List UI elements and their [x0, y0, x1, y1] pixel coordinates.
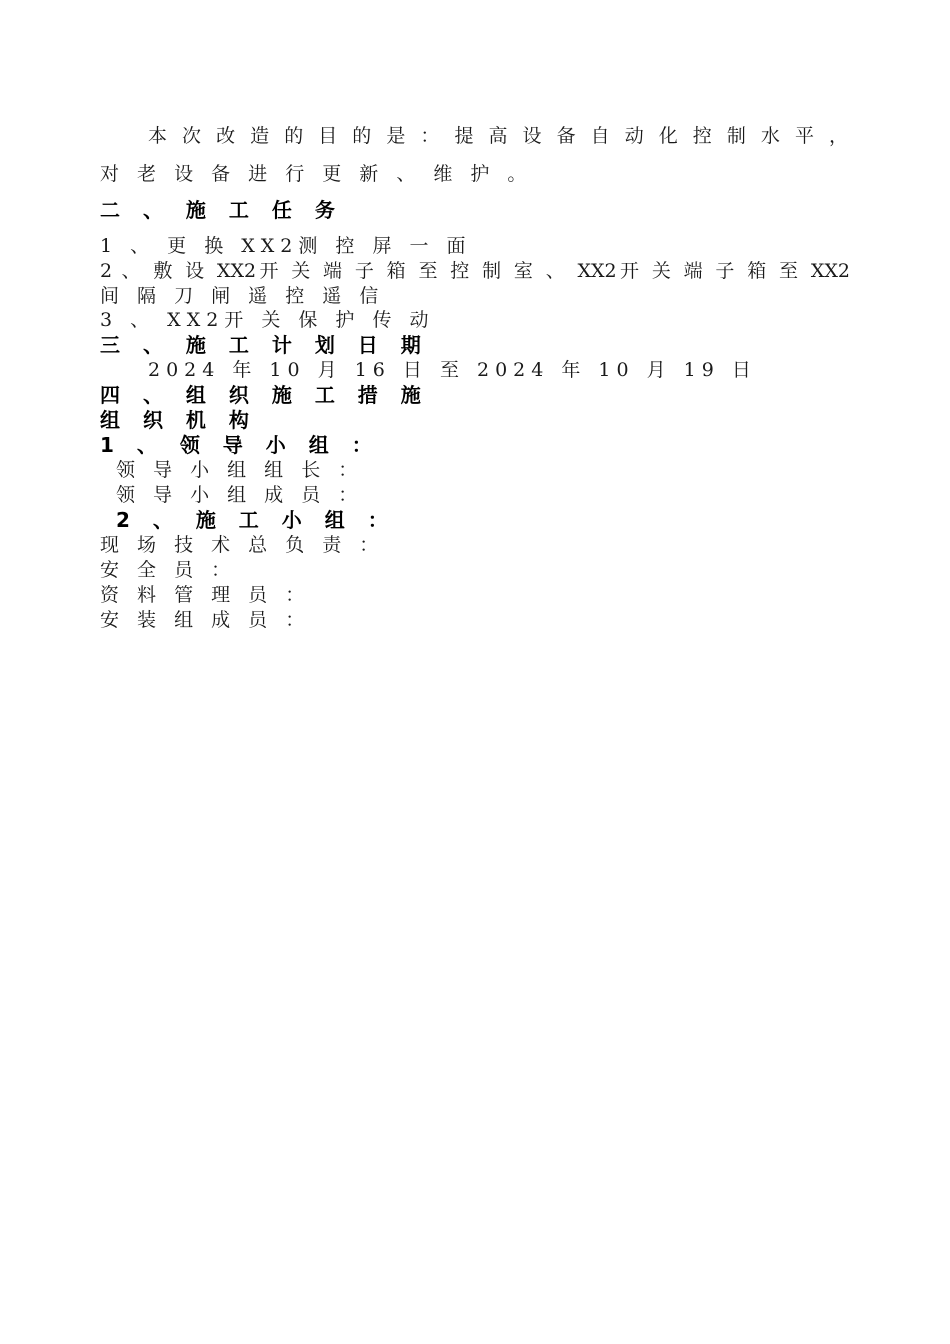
leader-group-heading: 1 、 领 导 小 组 ： [100, 433, 380, 457]
schedule-dates: 2024 年 10 月 16 日 至 2024 年 10 月 19 日 [148, 359, 757, 381]
task-1: 1 、 更 换 XX2测 控 屏 一 面 [100, 235, 472, 257]
construction-group-heading: 2 、 施 工 小 组 ： [116, 508, 396, 532]
install-team-members: 安 装 组 成 员 ： [100, 609, 311, 631]
intro-line-2: 对 老 设 备 进 行 更 新 、 维 护 。 [100, 163, 533, 185]
task-2-line-1: 2 、 敷 设 XX2开 关 端 子 箱 至 控 制 室 、 XX2开 关 端 子 箱 至 XX2 [100, 260, 850, 282]
section-4-heading: 四 、 组 织 施 工 措 施 [100, 383, 429, 407]
org-structure-heading: 组 织 机 构 [100, 408, 257, 432]
section-3-heading: 三 、 施 工 计 划 日 期 [100, 333, 429, 357]
task-3: 3 、 XX2开 关 保 护 传 动 [100, 309, 435, 331]
safety-officer: 安 全 员 ： [100, 559, 237, 581]
leader-group-head: 领 导 小 组 组 长 ： [116, 459, 364, 481]
leader-group-members: 领 导 小 组 成 员 ： [116, 484, 364, 506]
intro-line-1: 本 次 改 造 的 目 的 是 ： 提 高 设 备 自 动 化 控 制 水 平 ， [148, 125, 848, 147]
task-2-line-2: 间 隔 刀 闸 遥 控 遥 信 [100, 285, 385, 307]
site-technical-lead: 现 场 技 术 总 负 责 ： [100, 534, 385, 556]
document-manager: 资 料 管 理 员 ： [100, 584, 311, 606]
section-2-heading: 二 、 施 工 任 务 [100, 198, 343, 222]
